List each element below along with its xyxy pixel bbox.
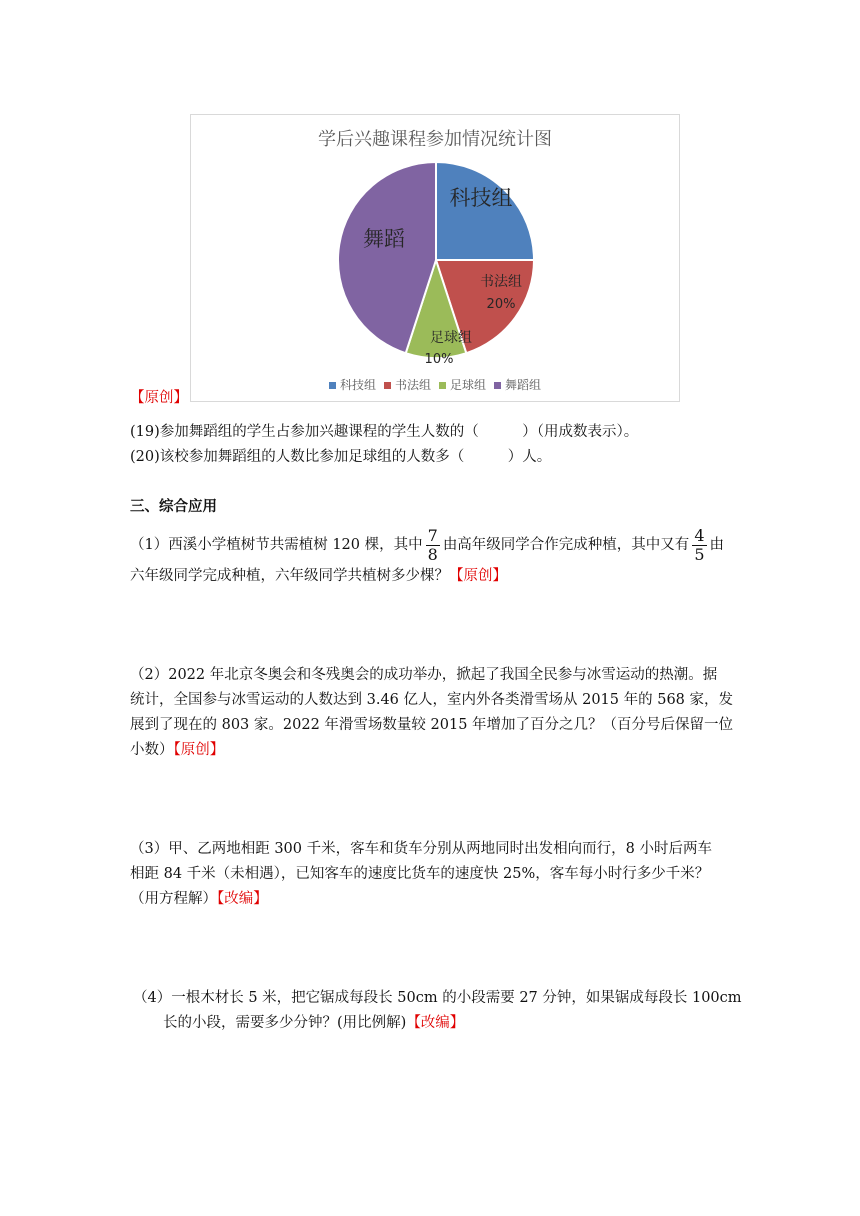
problem-3-line-3 [130, 889, 268, 909]
legend-label: 舞蹈组 [505, 378, 542, 392]
problem-2-text-line4: 小数） [130, 742, 174, 758]
problem-1-text-b: 由高年级同学合作完成种植，其中又有 [442, 537, 690, 553]
legend-label: 科技组 [339, 378, 376, 392]
legend-item-1 [384, 376, 431, 393]
slice-label-0: 科技组 [449, 186, 513, 210]
problem-1-line-1 [130, 526, 724, 564]
legend-label: 足球组 [450, 378, 487, 392]
fraction-numerator: 4 [694, 525, 705, 545]
chart-title: 学后兴趣课程参加情况统计图 [318, 129, 552, 150]
problem-1-text-line2: 六年级同学完成种植，六年级同学共植树多少棵？ [130, 568, 449, 584]
pie-chart [191, 115, 681, 403]
problem-2-line-1: （2）2022 年北京冬奥会和冬残奥会的成功举办，掀起了我国全民参与冰雪运动的热潮。据 [130, 667, 718, 683]
legend-label: 书法组 [394, 378, 431, 392]
chart-legend [191, 376, 679, 393]
legend-item-0 [329, 376, 376, 393]
problem-2-line-3: 展到了现在的 803 家。2022 年滑雪场数量较 2015 年增加了百分之几？（百分号后保留一位 [130, 717, 734, 733]
legend-swatch [384, 382, 391, 389]
fraction-seven-eighths [426, 527, 440, 564]
pie-slice-0 [436, 162, 534, 260]
adapted-tag-p3: 【改编】 [217, 891, 268, 907]
problem-3-line-1: （3）甲、乙两地相距 300 千米，客车和货车分别从两地同时出发相向而行，8 小时后两车 [130, 841, 712, 857]
problem-1-line-2 [130, 566, 507, 586]
legend-swatch [329, 382, 336, 389]
fraction-denominator: 5 [694, 544, 705, 564]
original-tag-p1: 【原创】 [449, 568, 507, 584]
slice-percent-label-2: 10% [424, 352, 454, 367]
legend-item-2 [439, 376, 486, 393]
adapted-tag-p4: 【改编】 [406, 1015, 465, 1031]
fraction-numerator: 7 [427, 525, 438, 545]
problem-4-line-1: （4）一根木材长 5 米，把它锯成每段长 50cm 的小段需要 27 分钟，如果锯成每段长 100cm [133, 990, 742, 1006]
problem-3-text-line3: （用方程解） [130, 891, 217, 907]
legend-item-3 [494, 376, 541, 393]
problem-2-line-4 [130, 740, 224, 760]
original-tag-p2: 【原创】 [173, 742, 225, 758]
problem-4-line-2 [163, 1013, 464, 1033]
slice-label-3: 舞蹈 [363, 227, 405, 251]
fraction-denominator: 8 [427, 544, 438, 564]
legend-swatch [494, 382, 501, 389]
problem-2-line-2: 统计，全国参与冰雪运动的人数达到 3.46 亿人，室内外各类滑雪场从 2015 年的 568 家，发 [130, 692, 734, 708]
fraction-four-fifths [692, 527, 706, 564]
question-20: (20)该校参加舞蹈组的人数比参加足球组的人数多（ ）人。 [130, 449, 552, 465]
slice-percent-label-1: 20% [486, 297, 516, 312]
legend-swatch [439, 382, 446, 389]
problem-3-line-2: 相距 84 千米（未相遇），已知客车的速度比货车的速度快 25%，客车每小时行多少千米？ [130, 866, 710, 882]
problem-1-text-c: 由 [709, 537, 724, 553]
problem-1-text-a: （1）西溪小学植树节共需植树 120 棵，其中 [130, 537, 423, 553]
slice-label-1: 书法组 [480, 274, 522, 290]
pie-chart-container [190, 114, 680, 402]
section-title: 三、综合应用 [130, 499, 217, 515]
slice-label-2: 足球组 [430, 330, 472, 346]
problem-4-text-line2: 长的小段，需要多少分钟？(用比例解) [163, 1015, 407, 1031]
original-tag-chart: 【原创】 [130, 390, 188, 406]
question-19: (19)参加舞蹈组的学生占参加兴趣课程的学生人数的（ ）（用成数表示）。 [130, 424, 639, 440]
